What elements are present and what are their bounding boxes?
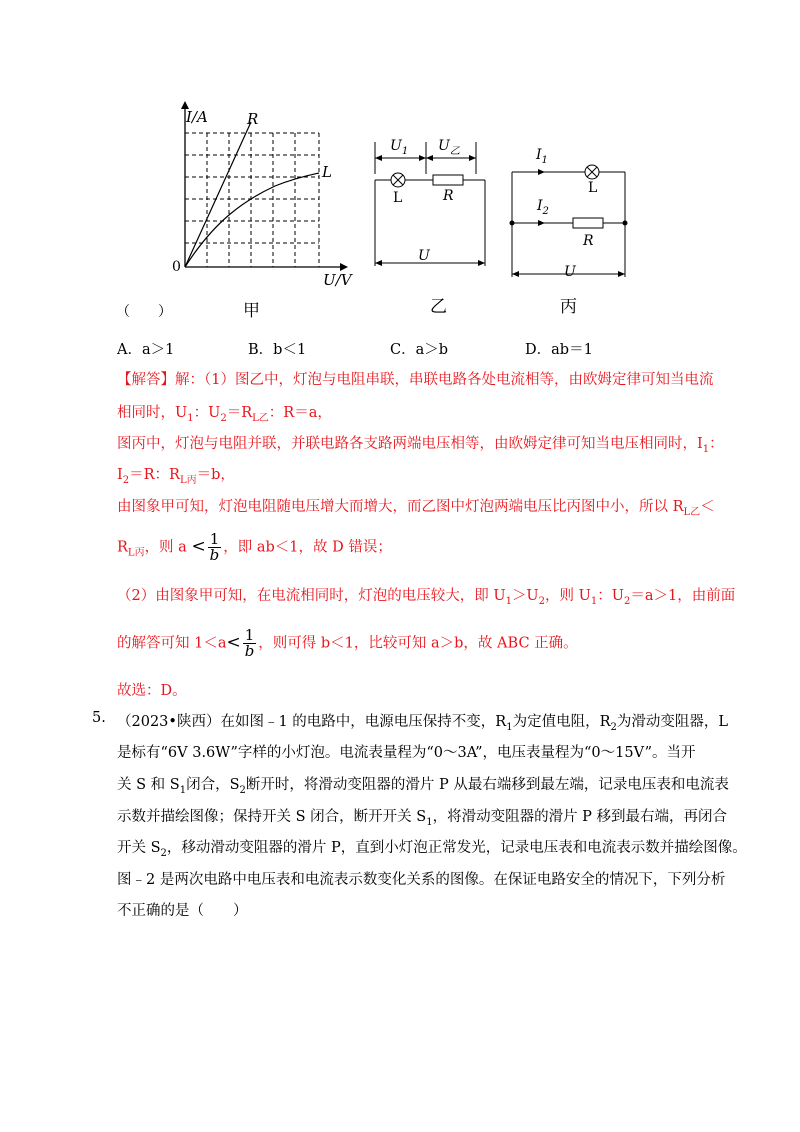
q5-line-5: 开关 $S_2$，移动滑动变阻器的滑片 P，直到小灯泡正常发光，记录电压表和电流表示数并描绘图像。 (117, 840, 747, 859)
solution-line-7: （2）由图象甲可知，在电流相同时，灯泡的电压较大，即 $U_1>U_2$，则 $U_1$：$U_2=a>1$，由前面 (117, 588, 736, 607)
q5-number: 5. (92, 710, 106, 726)
bing-resistor-label: R (583, 233, 594, 249)
yi-u-label: U (418, 248, 430, 264)
solution-tag: 【解答】 (117, 372, 175, 388)
x-axis-label: U/V (323, 271, 352, 289)
solution-line-2: 相同时，$U_1$：$U_2=R_{L乙}$：R＝a， (117, 405, 332, 424)
q5-line-2: 是标有“6V 3.6W”字样的小灯泡。电流表量程为“0～3A”，电压表量程为“0～15V”。当开 (117, 745, 696, 761)
y-axis-label: I/A (186, 108, 208, 126)
curve-r-label: R (247, 110, 259, 128)
curve-l (185, 173, 319, 267)
bing-u-label: U (564, 264, 576, 280)
figure-yi-circuit (368, 138, 493, 273)
solution-line-6: $R_{L丙}$，则 a < $\frac{1}{b}$ ，即 ab＜1，故 D 错误； (117, 530, 392, 564)
curve-l-label: L (322, 163, 332, 181)
u2-label: $U_乙$ (438, 138, 460, 157)
solution-line-4: $I_2=R$：$R_{L丙}=b$， (117, 467, 235, 486)
fraction-1-over-b: $\frac{1}{b}$ (209, 530, 220, 564)
question-blank: （ ） (116, 304, 172, 320)
q5-line-3: 关 S 和 $S_1$闭合，$S_2$断开时，将滑动变阻器的滑片 P 从最右端移到最左端，记录电压表和电流表 (117, 777, 729, 796)
q5-line-4: 示数并描绘图像；保持开关 S 闭合，断开开关 $S_1$，将滑动变阻器的滑片 P 移到最右端，再闭合 (117, 809, 728, 828)
q5-line-7: 不正确的是（ ） (117, 903, 248, 919)
q5-line-6: 图﹣2 是两次电路中电压表和电流表示数变化关系的图像。在保证电路安全的情况下，下列分析 (117, 872, 726, 888)
solution-line-9: 故选：D。 (117, 683, 187, 699)
figure-jia-caption: 甲 (243, 301, 260, 321)
i1-label: $I_1$ (536, 147, 548, 166)
yi-resistor-label: R (443, 188, 454, 204)
graph-grid (185, 133, 319, 267)
bing-lamp-label: L (588, 180, 598, 196)
yi-lamp-label: L (393, 190, 403, 206)
figure-yi-caption: 乙 (430, 297, 447, 317)
solution-line-8: 的解答可知 1＜a< $\frac{1}{b}$ ，则可得 b＜1，比较可知 a＞b，故 ABC 正确。 (117, 626, 578, 660)
figure-jia-graph (165, 100, 355, 295)
q5-line-1: （2023•陕西）在如图﹣1 的电路中，电源电压保持不变，$R_1$为定值电阻，$R_2$为滑动变阻器，L (117, 714, 729, 733)
solution-line-3: 图丙中，灯泡与电阻并联，并联电路各支路两端电压相等，由欧姆定律可知当电压相同时，$I_1$： (117, 436, 724, 455)
figure-bing-caption: 丙 (560, 297, 577, 317)
curve-r (185, 122, 251, 267)
option-d: D．ab＝1 (525, 342, 593, 358)
option-b: B．b＜1 (248, 342, 307, 358)
origin-label: 0 (172, 259, 181, 275)
option-a: A．a＞1 (117, 342, 175, 358)
i2-label: $I_2$ (537, 198, 549, 217)
figure-bing-circuit (505, 155, 635, 280)
x-axis-arrow (340, 263, 348, 271)
fraction-1-over-b-2: $\frac{1}{b}$ (244, 626, 255, 660)
u1-label: $U_1$ (390, 138, 409, 157)
option-c: C．a＞b (390, 342, 449, 358)
solution-line-5: 由图象甲可知，灯泡电阻随电压增大而增大，而乙图中灯泡两端电压比丙图中小，所以 $R_{L乙}<$ (117, 499, 715, 518)
solution-line-1: 【解答】解：（1）图乙中，灯泡与电阻串联，串联电路各处电流相等，由欧姆定律可知当电流 (117, 372, 714, 388)
